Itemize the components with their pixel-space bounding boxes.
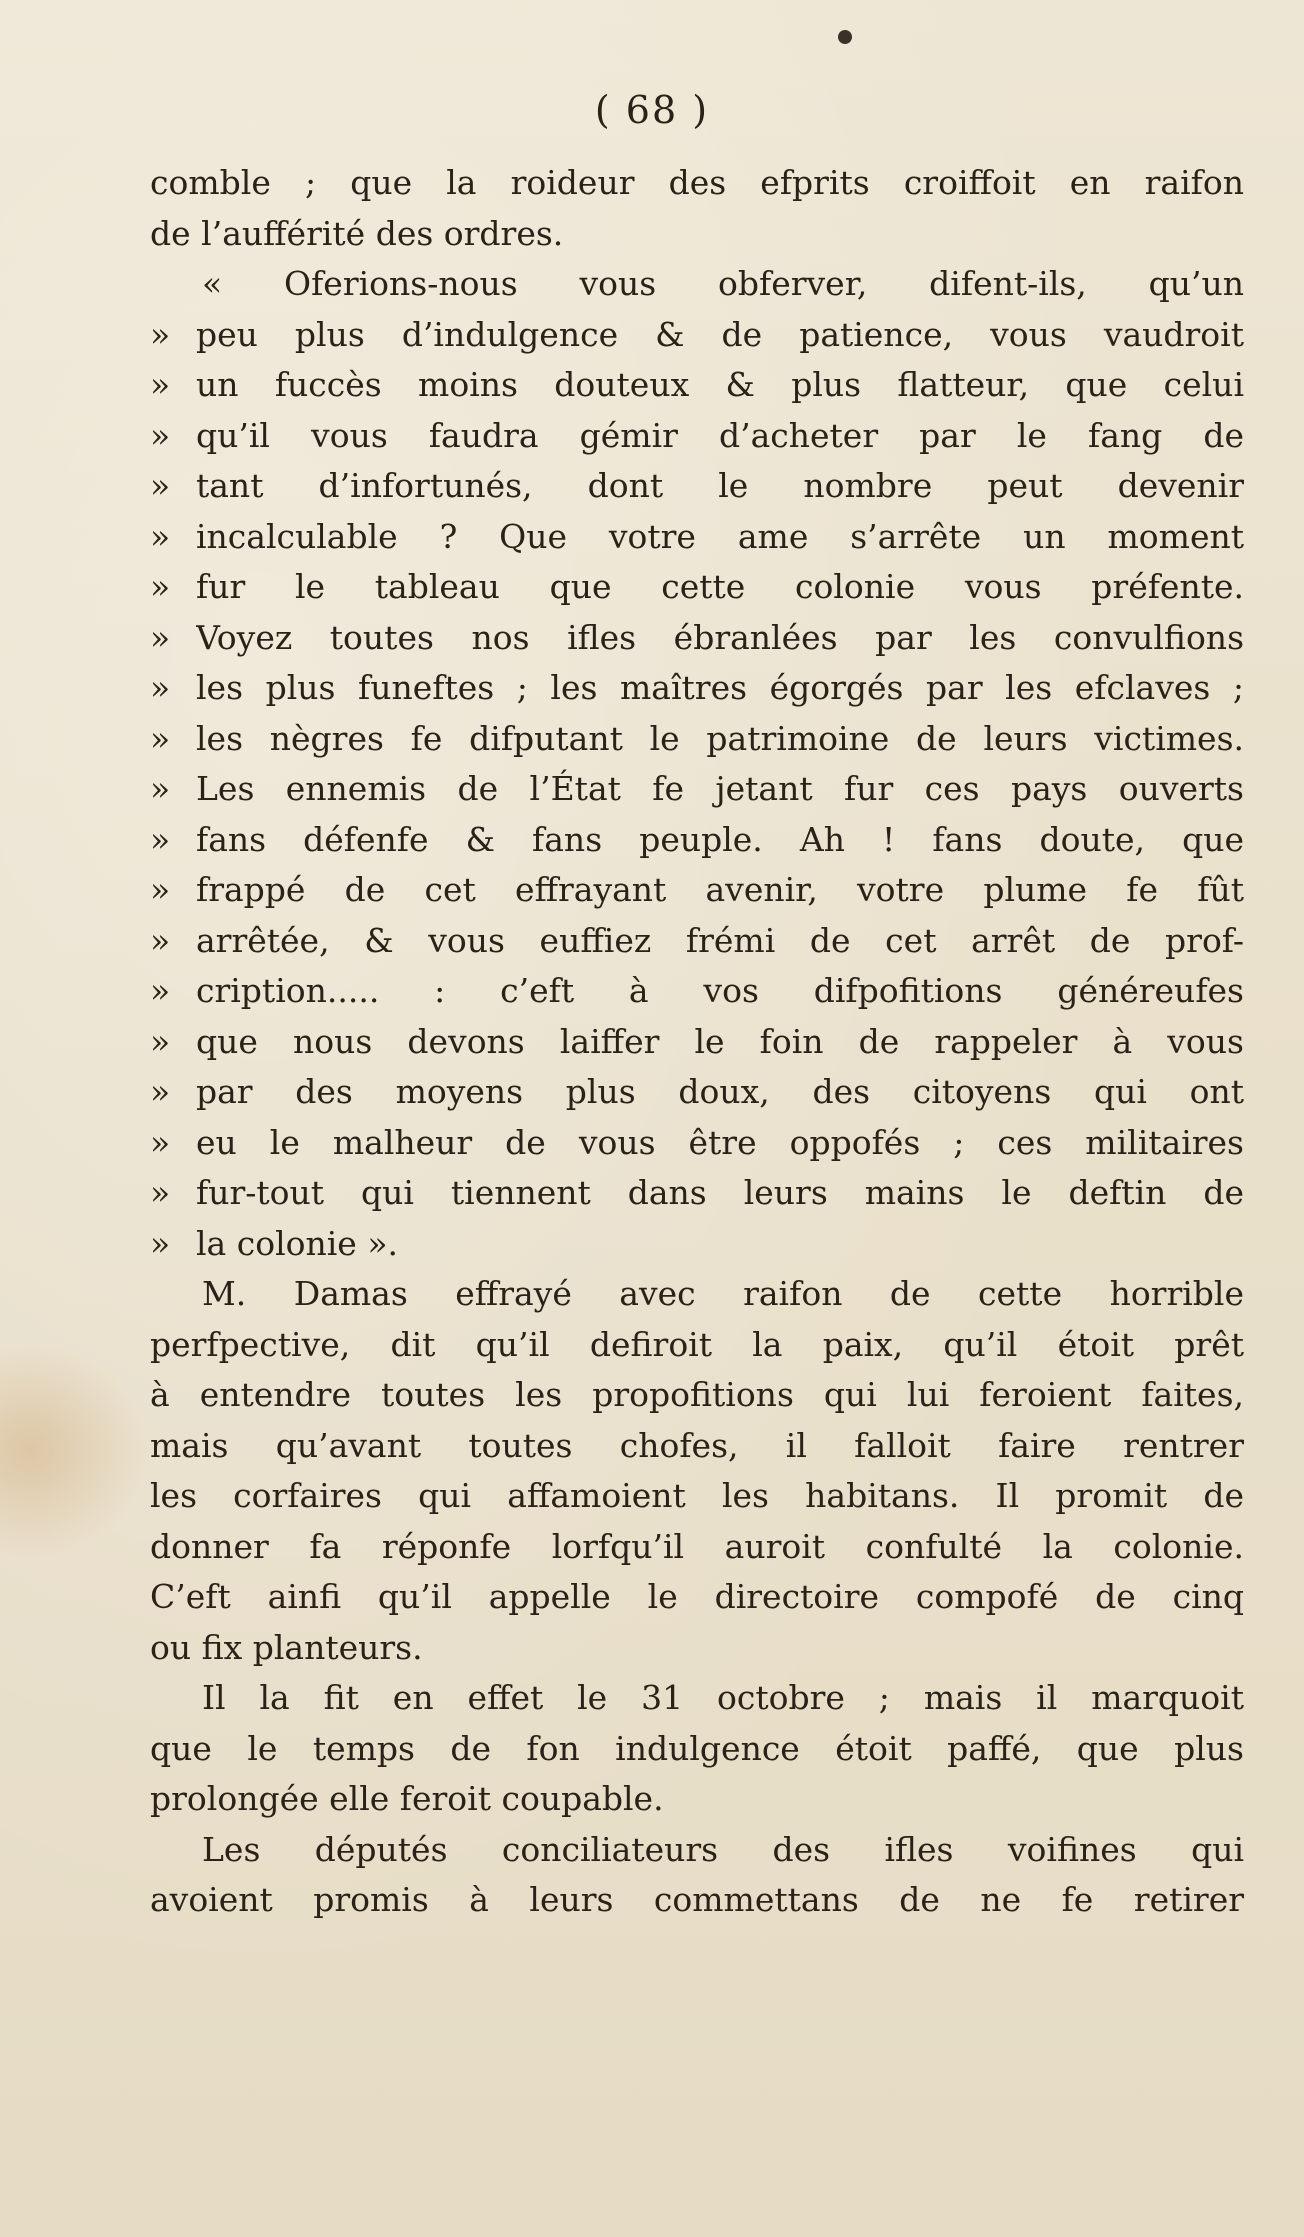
quote-mark: » [150, 466, 171, 505]
text-line [150, 310, 1244, 361]
text-line [150, 1118, 1244, 1169]
quote-mark: » [150, 1072, 171, 1111]
text-line: mais qu’avant toutes chofes, il falloit faire rentrer [150, 1425, 1244, 1465]
text-line [150, 865, 1244, 916]
line-text: arrêtée, & vous euffiez frémi de cet arrêt de prof- [196, 920, 1244, 960]
line-text: Voyez toutes nos ifles ébranlées par les convulfions [196, 617, 1244, 657]
quote-mark: » [150, 1021, 171, 1061]
quote-mark: » [150, 819, 171, 859]
text-line [150, 461, 1244, 512]
text-line [150, 411, 1244, 462]
line-text: que nous devons laiffer le foin de rappeler à vous [196, 1021, 1244, 1061]
text-line [150, 1219, 1244, 1270]
text-line [150, 1168, 1244, 1219]
text-line [150, 916, 1244, 967]
quote-mark: » [150, 971, 171, 1010]
quote-mark: » [150, 870, 171, 909]
text-line [150, 1067, 1244, 1118]
quote-mark: » [150, 668, 171, 707]
quote-mark: » [150, 920, 171, 960]
quote-mark: » [150, 516, 171, 556]
text-line: comble ; que la roideur des efprits croiffoit en raifon [150, 163, 1244, 202]
line-text: par des moyens plus doux, des citoyens qui ont [196, 1072, 1244, 1111]
text-line: M. Damas effrayé avec raifon de cette horrible [202, 1274, 1244, 1313]
quote-mark: » [150, 365, 171, 404]
text-line [150, 764, 1244, 815]
quote-mark: » [150, 718, 171, 758]
text-line [150, 613, 1244, 664]
text-line: Il la fit en effet le 31 octobre ; mais il marquoit [202, 1678, 1244, 1717]
text-line: les corfaires qui affamoient les habitans. Il promit de [150, 1476, 1244, 1515]
text-line: prolongée elle feroit coupable. [150, 1779, 664, 1818]
text-line [150, 815, 1244, 866]
quote-mark: » [150, 1122, 171, 1162]
line-text: qu’il vous faudra gémir d’acheter par le fang de [196, 415, 1244, 455]
text-line: ou fix planteurs. [150, 1627, 423, 1667]
line-text: fans défenfe & fans peuple. Ah ! fans doute, que [196, 819, 1244, 859]
quote-mark: » [150, 314, 171, 354]
line-text: Les ennemis de l’État fe jetant fur ces pays ouverts [196, 769, 1244, 808]
text-line: que le temps de fon indulgence étoit paffé, que plus [150, 1728, 1244, 1768]
text-line: Les députés conciliateurs des ifles voifines qui [202, 1829, 1244, 1869]
text-line: « Oferions-nous vous obferver, difent-ils, qu’un [202, 264, 1244, 303]
line-text: eu le malheur de vous être oppofés ; ces militaires [196, 1122, 1244, 1162]
line-text: cription..... : c’eft à vos difpofitions généreufes [196, 971, 1244, 1010]
line-text: la colonie ». [196, 1223, 398, 1263]
quote-mark: » [150, 769, 171, 808]
text-line: C’eft ainfi qu’il appelle le directoire compofé de cinq [150, 1577, 1244, 1616]
page-number: ( 68 ) [594, 88, 710, 132]
text-line: de l’aufférité des ordres. [150, 213, 564, 253]
text-line [150, 562, 1244, 613]
text-line: avoient promis à leurs commettans de ne fe retirer [150, 1880, 1244, 1919]
text-line: perfpective, dit qu’il defiroit la paix, qu’il étoit prêt [150, 1324, 1244, 1364]
line-text: fur le tableau que cette colonie vous préfente. [196, 567, 1244, 606]
quote-mark: » [150, 567, 171, 606]
text-line [150, 360, 1244, 411]
ink-dot [838, 30, 852, 44]
line-text: les nègres fe difputant le patrimoine de leurs victimes. [196, 718, 1244, 758]
text-line: à entendre toutes les propofitions qui lui feroient faites, [150, 1375, 1244, 1414]
line-text: peu plus d’indulgence & de patience, vous vaudroit [196, 314, 1244, 354]
body-text [150, 158, 1244, 1926]
line-text: frappé de cet effrayant avenir, votre plume fe fût [196, 870, 1244, 909]
text-line [150, 663, 1244, 714]
line-text: tant d’infortunés, dont le nombre peut devenir [196, 466, 1244, 505]
quote-mark: » [150, 1173, 171, 1212]
text-line [150, 1017, 1244, 1068]
text-line [150, 966, 1244, 1017]
text-line [150, 512, 1244, 563]
line-text: fur-tout qui tiennent dans leurs mains le deftin de [196, 1173, 1244, 1212]
line-text: les plus funeftes ; les maîtres égorgés par les efclaves ; [196, 668, 1244, 707]
quote-mark: » [150, 1223, 171, 1263]
quote-mark: » [150, 415, 171, 455]
line-text: un fuccès moins douteux & plus flatteur, que celui [196, 365, 1244, 404]
quote-mark: » [150, 617, 171, 657]
text-line [150, 714, 1244, 765]
line-text: incalculable ? Que votre ame s’arrête un moment [196, 516, 1244, 556]
paper-stain [0, 1340, 150, 1560]
text-line: donner fa réponfe lorfqu’il auroit confulté la colonie. [150, 1526, 1244, 1566]
